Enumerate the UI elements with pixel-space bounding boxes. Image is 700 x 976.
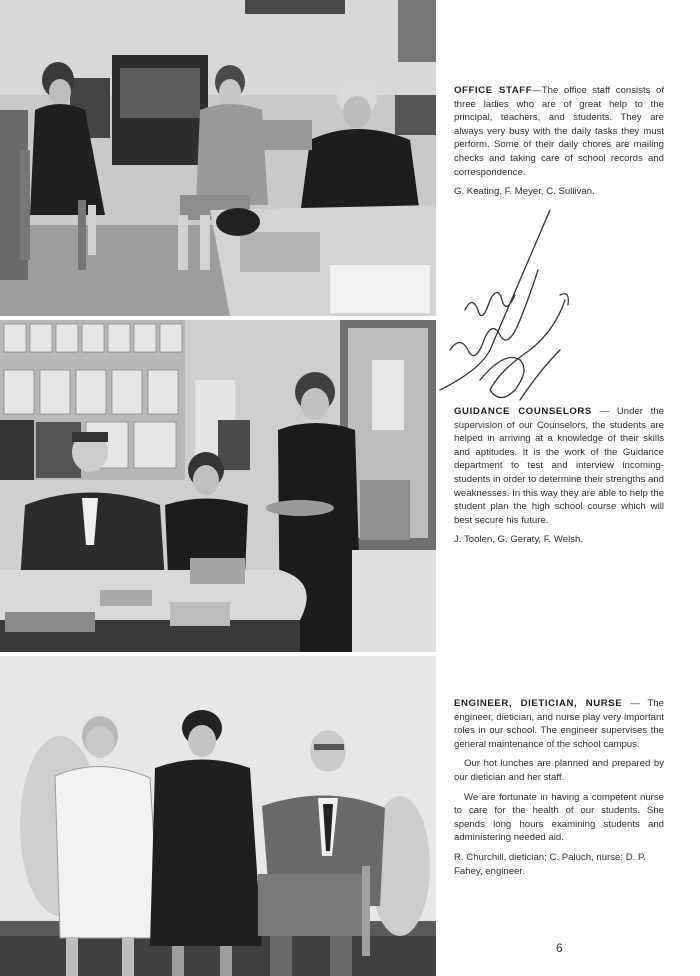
engineer-dietician-nurse-body-1: — The engineer, dietician, and nurse play very important roles in our school. The engineer supervises the general maintenance of the school campus. xyxy=(454,698,664,750)
engineer-dietician-nurse-section xyxy=(454,697,664,884)
office-staff-heading: OFFICE STAFF xyxy=(454,85,533,96)
guidance-counselors-paragraph xyxy=(454,405,664,527)
engineer-dietician-nurse-names: R. Churchill, dietician; C. Paluch, nurse; D. P. Fahey, engineer. xyxy=(454,851,646,877)
engineer-dietician-nurse-photo xyxy=(0,656,436,976)
engineer-dietician-nurse-paragraph xyxy=(454,697,664,751)
office-staff-names: G. Keating, F. Meyer, C. Sullivan. xyxy=(454,186,595,198)
guidance-counselors-photo xyxy=(0,320,436,652)
office-staff-paragraph xyxy=(454,84,664,179)
guidance-counselors-section xyxy=(454,405,664,553)
office-staff-photo xyxy=(0,0,436,316)
guidance-counselors-names: J. Toolen, G. Geraty, F. Welsh. xyxy=(454,534,584,546)
office-staff-body: —The office staff consists of three ladies who are of great help to the principal, teachers, and students. They are always very busy with the daily tasks they must perform. Some of their daily chores are mailing checks and taking care of school records and correspondence. xyxy=(454,85,664,178)
page-number: 6 xyxy=(556,941,563,955)
engineer-dietician-nurse-heading: ENGINEER, DIETICIAN, NURSE xyxy=(454,698,623,709)
guidance-counselors-heading: GUIDANCE COUNSELORS xyxy=(454,406,592,417)
engineer-dietician-nurse-body-2: Our hot lunches are planned and prepared by our dietician and her staff. xyxy=(454,758,664,783)
engineer-dietician-nurse-body-3: We are fortunate in having a competent nurse to care for the health of our students. She spends long hours examining students and administering needed aid. xyxy=(454,791,664,844)
handwritten-signature xyxy=(420,200,590,420)
guidance-counselors-body: — Under the supervision of our Counselors, the students are helped in arriving at a knowledge of their skills and aptitudes. It is the work of the Guidance department to test and interview incoming-students in order to determine their strengths and weaknesses. In this way they are able to help the student plan the high school course which will best secure his future. xyxy=(454,406,664,526)
office-staff-section xyxy=(454,84,664,205)
